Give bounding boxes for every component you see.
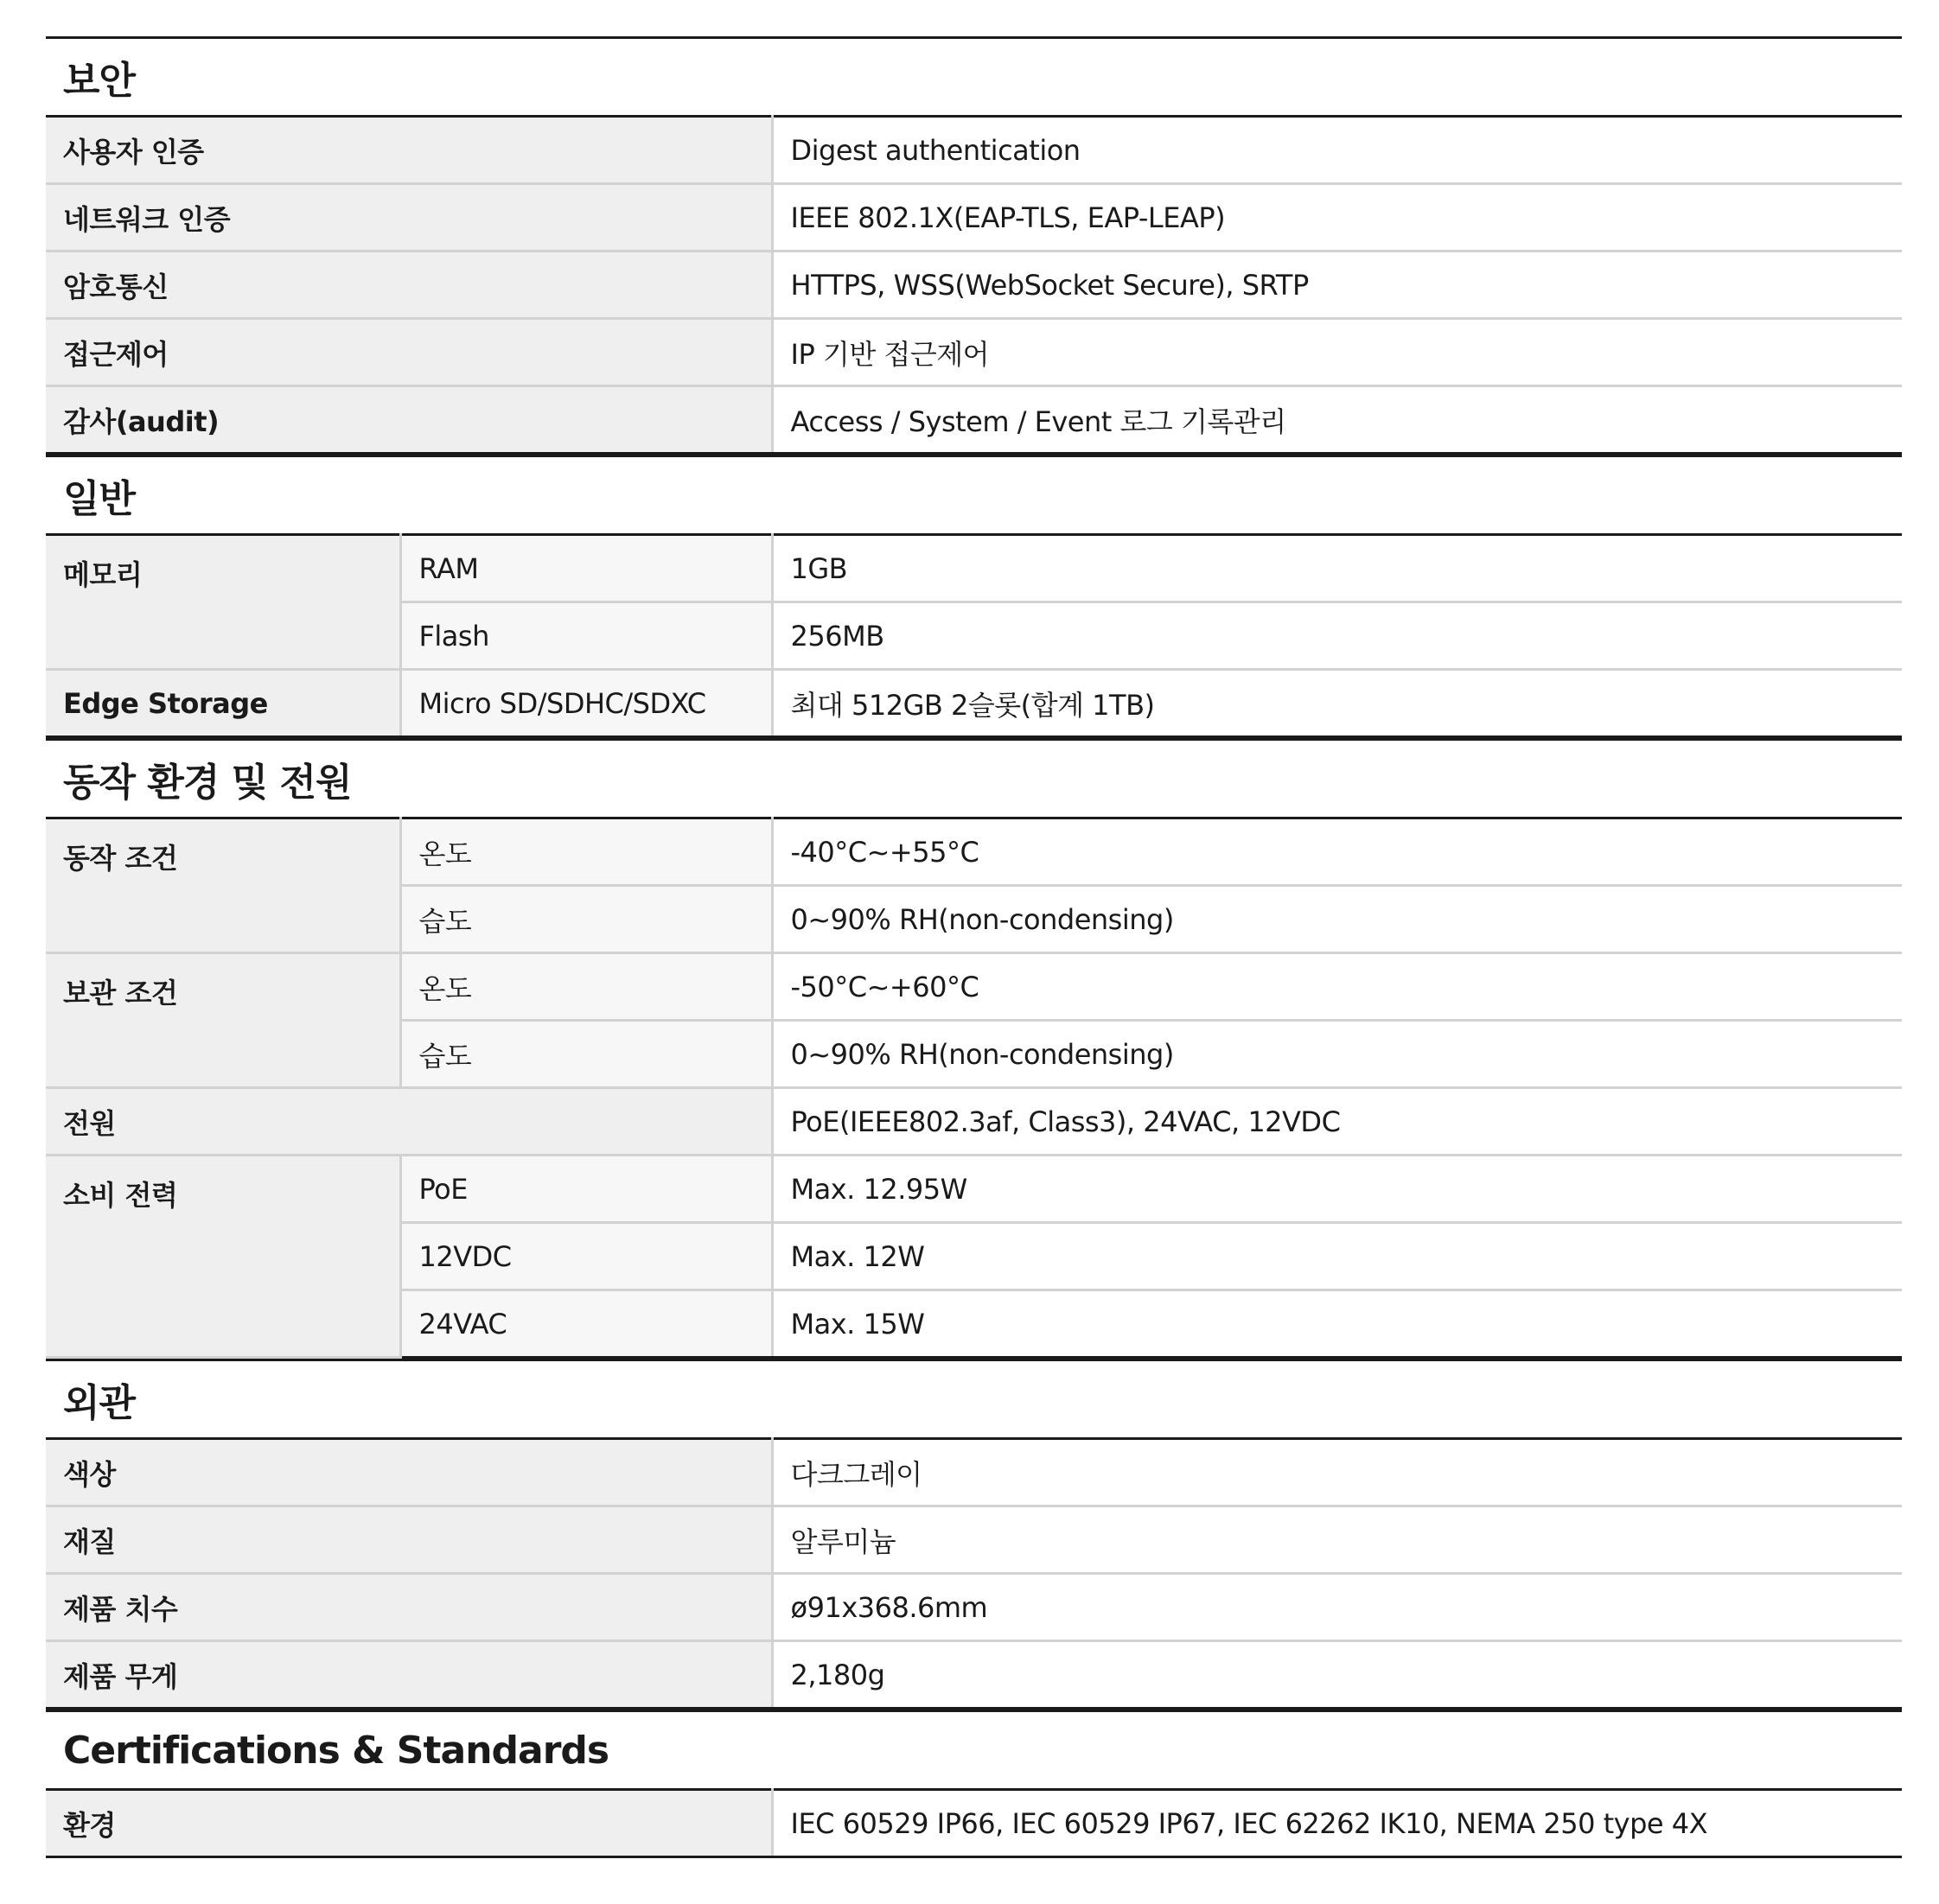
- row-label-memory: 메모리: [46, 535, 400, 670]
- row-value: 0~90% RH(non-condensing): [772, 886, 1902, 953]
- table-row: [46, 252, 1902, 319]
- row-label: 감사(audit): [46, 386, 772, 454]
- row-sublabel: 온도: [400, 818, 772, 886]
- spec-sheet: [46, 36, 1902, 1858]
- row-label: 네트워크 인증: [46, 184, 772, 252]
- row-value: IP 기반 접근제어: [772, 319, 1902, 386]
- table-row: [46, 319, 1902, 386]
- row-label: 사용자 인증: [46, 117, 772, 184]
- table-row: [46, 953, 1902, 1021]
- row-label-power: 전원: [46, 1088, 772, 1156]
- section-title-environment: 동작 환경 및 전원: [46, 738, 1902, 817]
- row-label-storage: 보관 조건: [46, 953, 400, 1088]
- table-row: [46, 670, 1902, 737]
- row-label: 제품 치수: [46, 1574, 772, 1641]
- table-row: [46, 1439, 1902, 1506]
- row-label-consumption: 소비 전력: [46, 1156, 400, 1358]
- row-value: 다크그레이: [772, 1439, 1902, 1506]
- row-value: ø91x368.6mm: [772, 1574, 1902, 1641]
- row-value: -40°C~+55°C: [772, 818, 1902, 886]
- row-sublabel: 온도: [400, 953, 772, 1021]
- row-sublabel: 습도: [400, 1021, 772, 1088]
- row-value: HTTPS, WSS(WebSocket Secure), SRTP: [772, 252, 1902, 319]
- row-value: -50°C~+60°C: [772, 953, 1902, 1021]
- table-row: [46, 1506, 1902, 1574]
- table-row: [46, 1790, 1902, 1857]
- row-label: 접근제어: [46, 319, 772, 386]
- row-value: PoE(IEEE802.3af, Class3), 24VAC, 12VDC: [772, 1088, 1902, 1156]
- certifications-table: [46, 1788, 1902, 1858]
- table-row: [46, 1088, 1902, 1156]
- row-value: Access / System / Event 로그 기록관리: [772, 386, 1902, 454]
- row-label: 색상: [46, 1439, 772, 1506]
- row-value: 256MB: [772, 602, 1902, 670]
- table-row: [46, 535, 1902, 602]
- appearance-table: [46, 1437, 1902, 1710]
- section-title-general: 일반: [46, 455, 1902, 533]
- row-value: 0~90% RH(non-condensing): [772, 1021, 1902, 1088]
- row-value: 1GB: [772, 535, 1902, 602]
- security-table: [46, 115, 1902, 455]
- section-title-appearance: 외관: [46, 1359, 1902, 1437]
- row-value: IEC 60529 IP66, IEC 60529 IP67, IEC 62262 IK10, NEMA 250 type 4X: [772, 1790, 1902, 1857]
- row-value: 2,180g: [772, 1641, 1902, 1709]
- row-sublabel: Flash: [400, 602, 772, 670]
- row-label-edge-storage: Edge Storage: [46, 670, 400, 737]
- row-sublabel: 12VDC: [400, 1223, 772, 1290]
- table-row: [46, 386, 1902, 454]
- table-row: [46, 117, 1902, 184]
- row-label-operating: 동작 조건: [46, 818, 400, 953]
- row-sublabel: 24VAC: [400, 1290, 772, 1358]
- row-value: Max. 12.95W: [772, 1156, 1902, 1223]
- table-row: [46, 1574, 1902, 1641]
- row-label: 제품 무게: [46, 1641, 772, 1709]
- section-title-certifications: Certifications & Standards: [46, 1710, 1902, 1788]
- row-value: Digest authentication: [772, 117, 1902, 184]
- row-label: 환경: [46, 1790, 772, 1857]
- row-value: 알루미늄: [772, 1506, 1902, 1574]
- row-label: 재질: [46, 1506, 772, 1574]
- row-value: IEEE 802.1X(EAP-TLS, EAP-LEAP): [772, 184, 1902, 252]
- table-row: [46, 818, 1902, 886]
- row-sublabel: Micro SD/SDHC/SDXC: [400, 670, 772, 737]
- table-row: [46, 1641, 1902, 1709]
- row-value: Max. 15W: [772, 1290, 1902, 1358]
- row-label: 암호통신: [46, 252, 772, 319]
- row-value: Max. 12W: [772, 1223, 1902, 1290]
- row-sublabel: 습도: [400, 886, 772, 953]
- section-title-security: 보안: [46, 36, 1902, 115]
- general-table: [46, 533, 1902, 738]
- row-value: 최대 512GB 2슬롯(합계 1TB): [772, 670, 1902, 737]
- table-row: [46, 1156, 1902, 1223]
- row-sublabel: RAM: [400, 535, 772, 602]
- table-row: [46, 184, 1902, 252]
- row-sublabel: PoE: [400, 1156, 772, 1223]
- environment-table: [46, 817, 1902, 1359]
